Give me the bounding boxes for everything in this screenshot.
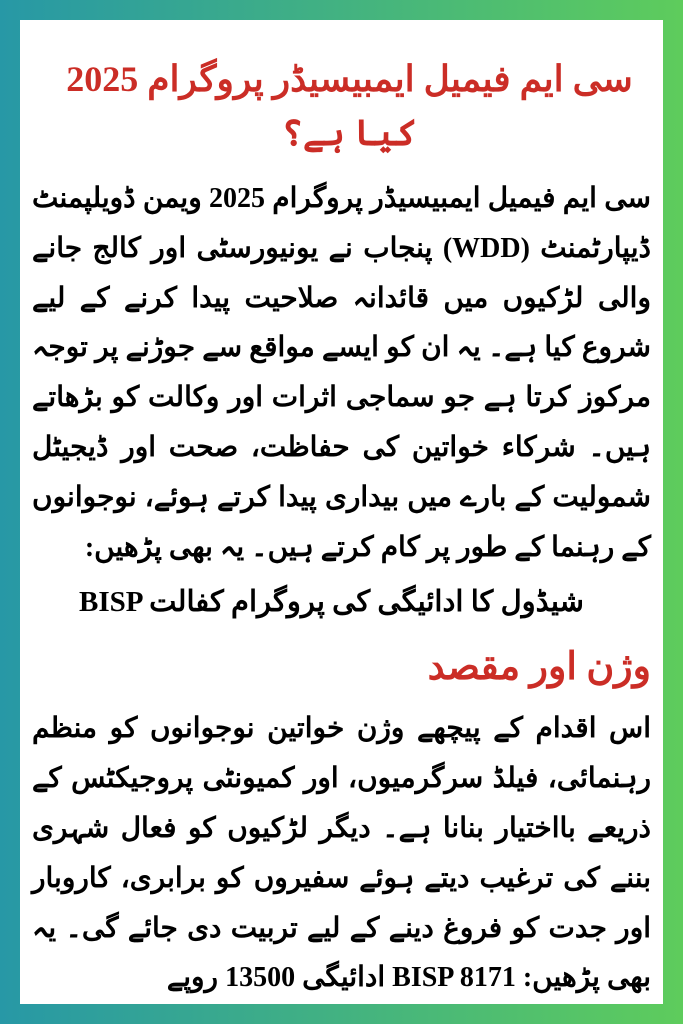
- read-also-link-bisp-kafalat[interactable]: BISP کفالت‎ پروگرام‎ کی‎ ادائیگی‎ کا‎ شیڈول: [79, 585, 584, 618]
- section-heading-vision: وژن اور مقصد: [427, 646, 651, 689]
- read-also-link-bisp-8171[interactable]: BISP 8171 ادائیگی 13500 روپے: [166, 962, 516, 994]
- vision-paragraph-text: اس اقدام کے پیچھے وژن خواتین نوجوانوں کو منظم رہنمائی، فیلڈ سرگرمیوں، اور کمیونٹی پروجیکٹس کے ذریعے بااختیار بنانا ہے۔ دیگر لڑکیوں کو فعال شہری بننے کی ترغیب دیتے ہوئے سفیروں کو برابری، کاروبار اور جدت کو فروغ دینے کے لیے تربیت دی جائے گی۔ یہ بھی پڑھیں:: [32, 713, 651, 994]
- intro-paragraph: سی ایم فیمیل ایمبیسیڈر پروگرام 2025 ویمن ڈویلپمنٹ ڈیپارٹمنٹ (WDD) پنجاب نے یونیورسٹی اور کالج جانے والی لڑکیوں میں قائدانہ صلاحیت پیدا کرنے کے لیے شروع کیا ہے۔ یہ ان کو ایسے مواقع سے جوڑنے پر توجہ مرکوز کرتا ہے جو سماجی اثرات اور وکالت کو بڑھاتے ہیں۔ شرکاء خواتین کی حفاظت، صحت اور ڈیجیٹل شمولیت کے بارے میں بیداری پیدا کرتے ہوئے، نوجوانوں کے رہنما کے طور پر کام کرتے ہیں۔ یہ بھی پڑھیں:: [32, 183, 651, 563]
- article-title: سی ایم فیمیل ایمبیسیڈر پروگرام 2025 کیا ہے؟: [66, 59, 633, 153]
- vision-paragraph: [32, 704, 651, 1003]
- content-area: [20, 20, 663, 1004]
